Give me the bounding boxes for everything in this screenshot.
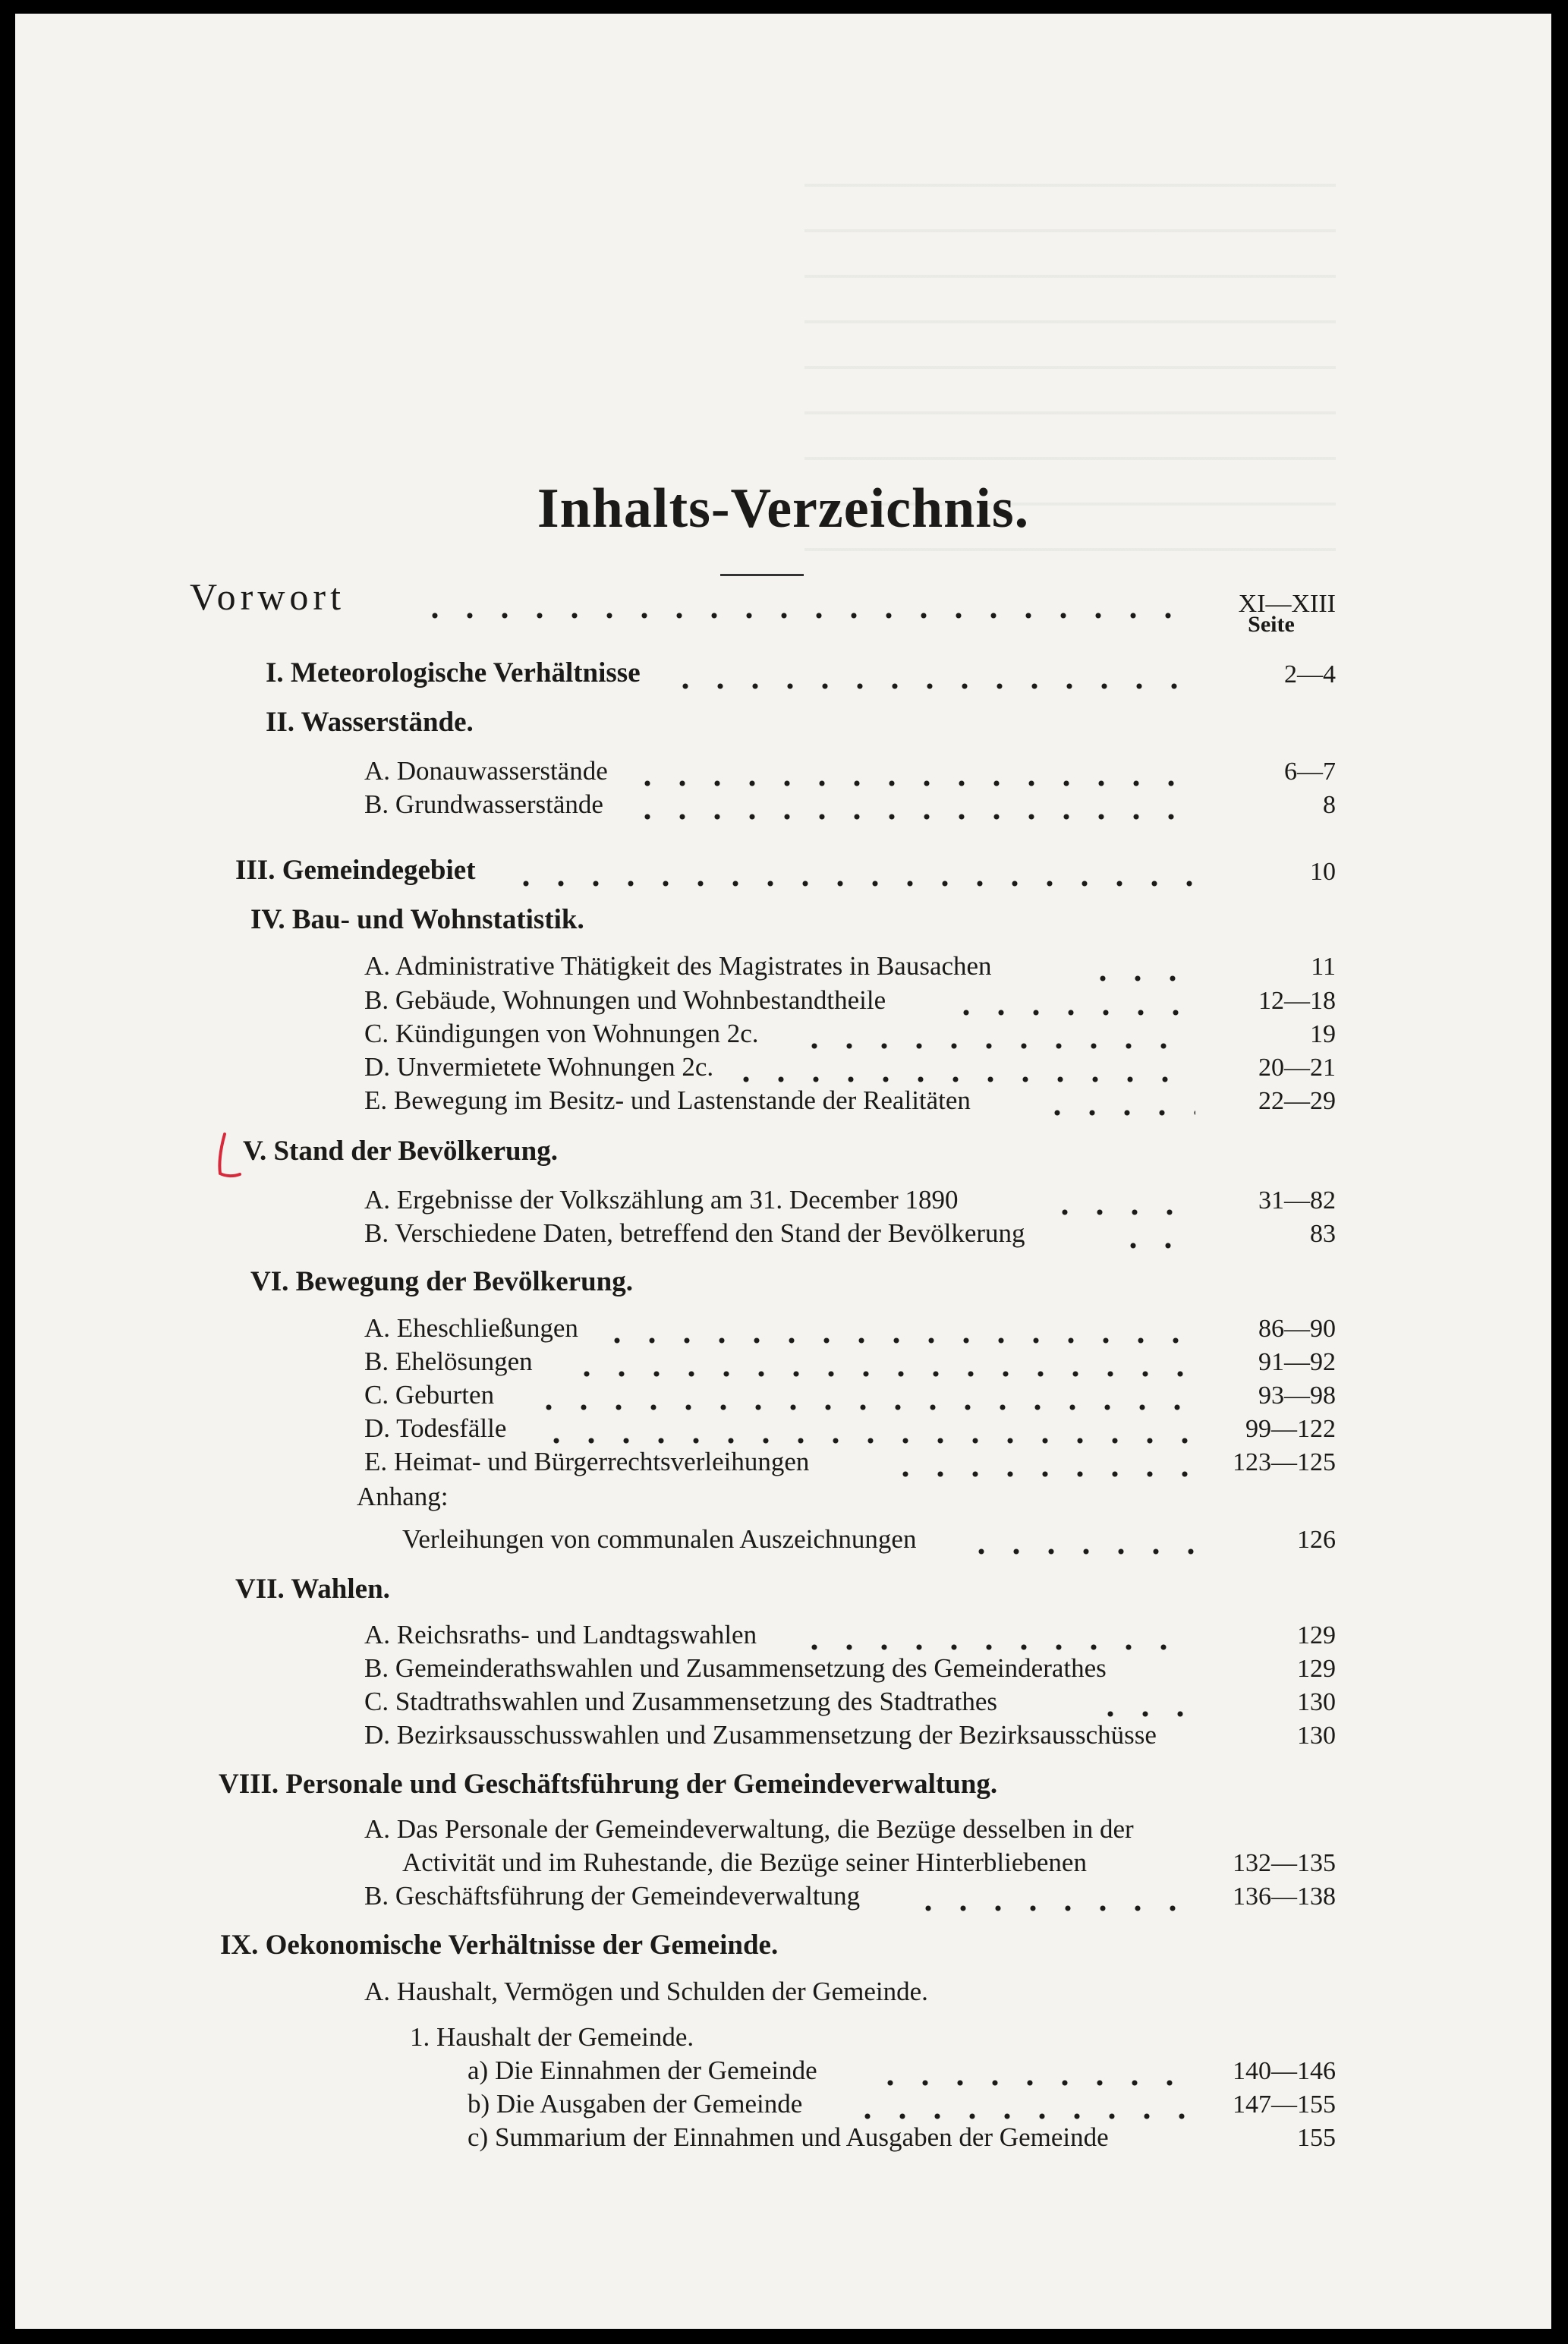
dot-leader	[600, 1313, 1195, 1344]
dot-leader	[1116, 1218, 1195, 1249]
toc-entry-label: B. Verschiedene Daten, betreffend den Stand der Bevölkerung	[364, 1218, 1025, 1248]
toc-entry-label: E. Heimat- und Bürgerrechtsverleihungen	[364, 1447, 810, 1476]
page-sheet	[15, 14, 1551, 2329]
toc-entry-page: 10	[1310, 858, 1336, 886]
toc-entry-page: 86—90	[1258, 1315, 1336, 1343]
toc-entry-label: B. Grundwasserstände	[364, 789, 603, 819]
toc-entry-page: XI—XIII	[1238, 590, 1336, 618]
toc-entry-label: VIII. Personale und Geschäftsführung der Gemeindeverwaltung.	[219, 1769, 998, 1800]
toc-entry	[15, 2118, 1551, 2157]
toc-entry-label: III. Gemeindegebiet	[235, 855, 476, 886]
toc-entry-page: 22—29	[1258, 1087, 1336, 1115]
toc-entry	[15, 575, 1551, 623]
toc-entry	[15, 1520, 1551, 1559]
toc-entry	[15, 1133, 1551, 1172]
dot-leader	[1047, 1185, 1195, 1215]
dot-leader	[539, 1413, 1195, 1444]
toc-entry-label: A. Eheschließungen	[364, 1313, 578, 1343]
toc-entry-label: b) Die Ausgaben der Gemeinde	[468, 2089, 803, 2119]
dot-leader	[873, 2056, 1195, 2086]
dot-leader	[531, 1380, 1195, 1410]
toc-entry-label: c) Summarium der Einnahmen und Ausgaben der Gemeinde	[468, 2122, 1109, 2152]
toc-entry	[15, 1927, 1551, 1966]
toc-entry-label: a) Die Einnahmen der Gemeinde	[468, 2056, 817, 2085]
toc-entry-label: C. Stadtrathswahlen und Zusammensetzung des Stadtrathes	[364, 1687, 998, 1716]
toc-entry-page: 126	[1297, 1526, 1336, 1554]
toc-entry-page: 12—18	[1258, 987, 1336, 1015]
toc-entry-page: 99—122	[1245, 1415, 1336, 1443]
toc-entry-label: 1. Haushalt der Gemeinde.	[410, 2022, 694, 2052]
dot-leader	[417, 588, 1188, 619]
toc-entry-label: C. Geburten	[364, 1380, 495, 1410]
toc-entry-label: B. Geschäftsführung der Gemeindeverwaltung	[364, 1881, 861, 1911]
toc-entry-label: B. Gebäude, Wohnungen und Wohnbestandtheile	[364, 985, 886, 1015]
toc-entry-page: 2—4	[1284, 660, 1336, 688]
dot-leader	[729, 1052, 1195, 1082]
toc-entry	[15, 785, 1551, 824]
toc-entry-page: 19	[1310, 1020, 1336, 1048]
toc-entry	[15, 1876, 1551, 1916]
toc-entry-label: IV. Bau- und Wohnstatistik.	[250, 904, 584, 935]
toc-entry-page: 93—98	[1258, 1382, 1336, 1410]
toc-entry-label: A. Haushalt, Vermögen und Schulden der Gemeinde.	[364, 1977, 928, 2006]
toc-entry-page: 132—135	[1233, 1849, 1336, 1877]
toc-entry-page: 140—146	[1233, 2057, 1336, 2085]
red-pencil-mark	[214, 1131, 244, 1184]
dot-leader	[569, 1347, 1195, 1377]
toc-entry-page: 83	[1310, 1220, 1336, 1248]
toc-entry-page: 130	[1297, 1688, 1336, 1716]
toc-entry-label: D. Bezirksausschusswahlen und Zusammensetzung der Bezirksausschüsse	[364, 1720, 1157, 1750]
toc-entry-label: A. Donauwasserstände	[364, 756, 608, 786]
dot-leader	[797, 1019, 1195, 1049]
toc-entry-label: A. Reichsraths- und Landtagswahlen	[364, 1620, 757, 1649]
toc-entry-label: A. Das Personale der Gemeindeverwaltung, die Bezüge desselben in der	[364, 1814, 1134, 1844]
dot-leader	[911, 1881, 1195, 1911]
toc-entry	[15, 1571, 1551, 1610]
toc-entry-page: 91—92	[1258, 1348, 1336, 1376]
toc-entry-label: A. Ergebnisse der Volkszählung am 31. December 1890	[364, 1185, 959, 1215]
page-column-header: Seite	[1248, 612, 1295, 637]
toc-entry	[15, 1715, 1551, 1755]
toc-entry	[15, 654, 1551, 694]
toc-entry-page: 8	[1323, 791, 1336, 819]
toc-entry-page: 147—155	[1233, 2090, 1336, 2119]
dot-leader	[1085, 951, 1195, 981]
dot-leader	[1093, 1687, 1195, 1717]
dot-leader	[630, 756, 1195, 786]
toc-entry-label: B. Gemeinderathswahlen und Zusammensetzung des Gemeinderathes	[364, 1653, 1107, 1683]
toc-entry	[15, 1263, 1551, 1303]
toc-entry-page: 123—125	[1233, 1448, 1336, 1476]
toc-entry-label: Anhang:	[357, 1482, 449, 1511]
toc-entry-page: 155	[1297, 2124, 1336, 2152]
toc-entry	[15, 704, 1551, 743]
dot-leader	[949, 985, 1195, 1016]
toc-entry-label: Verleihungen von communalen Auszeichnungen	[402, 1524, 917, 1554]
toc-entry	[15, 852, 1551, 891]
toc-entry-label: C. Kündigungen von Wohnungen 2c.	[364, 1019, 759, 1048]
toc-entry	[15, 901, 1551, 940]
toc-entry-label: Activität und im Ruhestande, die Bezüge seiner Hinterbliebenen	[402, 1848, 1087, 1877]
dot-leader	[888, 1447, 1195, 1477]
toc-entry	[15, 1766, 1551, 1805]
toc-entry	[15, 1214, 1551, 1253]
toc-entry-page: 6—7	[1284, 758, 1336, 786]
toc-entry-label: E. Bewegung im Besitz- und Lastenstande der Realitäten	[364, 1085, 971, 1115]
dot-leader	[964, 1524, 1195, 1555]
dot-leader	[630, 789, 1195, 820]
toc-entry-label: VII. Wahlen.	[235, 1574, 390, 1605]
toc-entry-label: VI. Bewegung der Bevölkerung.	[250, 1266, 633, 1297]
page-title: Inhalts-Verzeichnis.	[537, 477, 1030, 540]
toc-entry-label: Vorwort	[190, 575, 345, 618]
toc-entry-label: I. Meteorologische Verhältnisse	[266, 657, 641, 688]
toc-entry-label: II. Wasserstände.	[266, 707, 474, 738]
toc-entry-label: B. Ehelösungen	[364, 1347, 533, 1376]
dot-leader	[850, 2089, 1195, 2119]
toc-entry-label: IX. Oekonomische Verhältnisse der Gemeinde.	[220, 1930, 779, 1961]
dot-leader	[797, 1620, 1195, 1650]
toc-entry-page: 136—138	[1233, 1882, 1336, 1911]
toc-entry	[15, 1972, 1551, 2012]
toc-entry-label: A. Administrative Thätigkeit des Magistrates in Bausachen	[364, 951, 992, 981]
dot-leader	[508, 856, 1195, 887]
toc-entry-label: D. Todesfälle	[364, 1413, 507, 1443]
toc-entry	[15, 1081, 1551, 1120]
dot-leader	[668, 659, 1195, 689]
toc-entry	[15, 1477, 1551, 1517]
toc-entry-page: 129	[1297, 1655, 1336, 1683]
toc-entry	[15, 1442, 1551, 1482]
title-divider	[720, 574, 804, 576]
toc-entry-page: 20—21	[1258, 1054, 1336, 1082]
toc-entry-label: V. Stand der Bevölkerung.	[243, 1136, 558, 1167]
toc-entry-label: D. Unvermietete Wohnungen 2c.	[364, 1052, 714, 1082]
toc-entry-page: 130	[1297, 1722, 1336, 1750]
toc-entry-page: 129	[1297, 1621, 1336, 1649]
dot-leader	[1040, 1085, 1195, 1116]
toc-entry-page: 31—82	[1258, 1186, 1336, 1215]
toc-entry-page: 11	[1311, 953, 1336, 981]
